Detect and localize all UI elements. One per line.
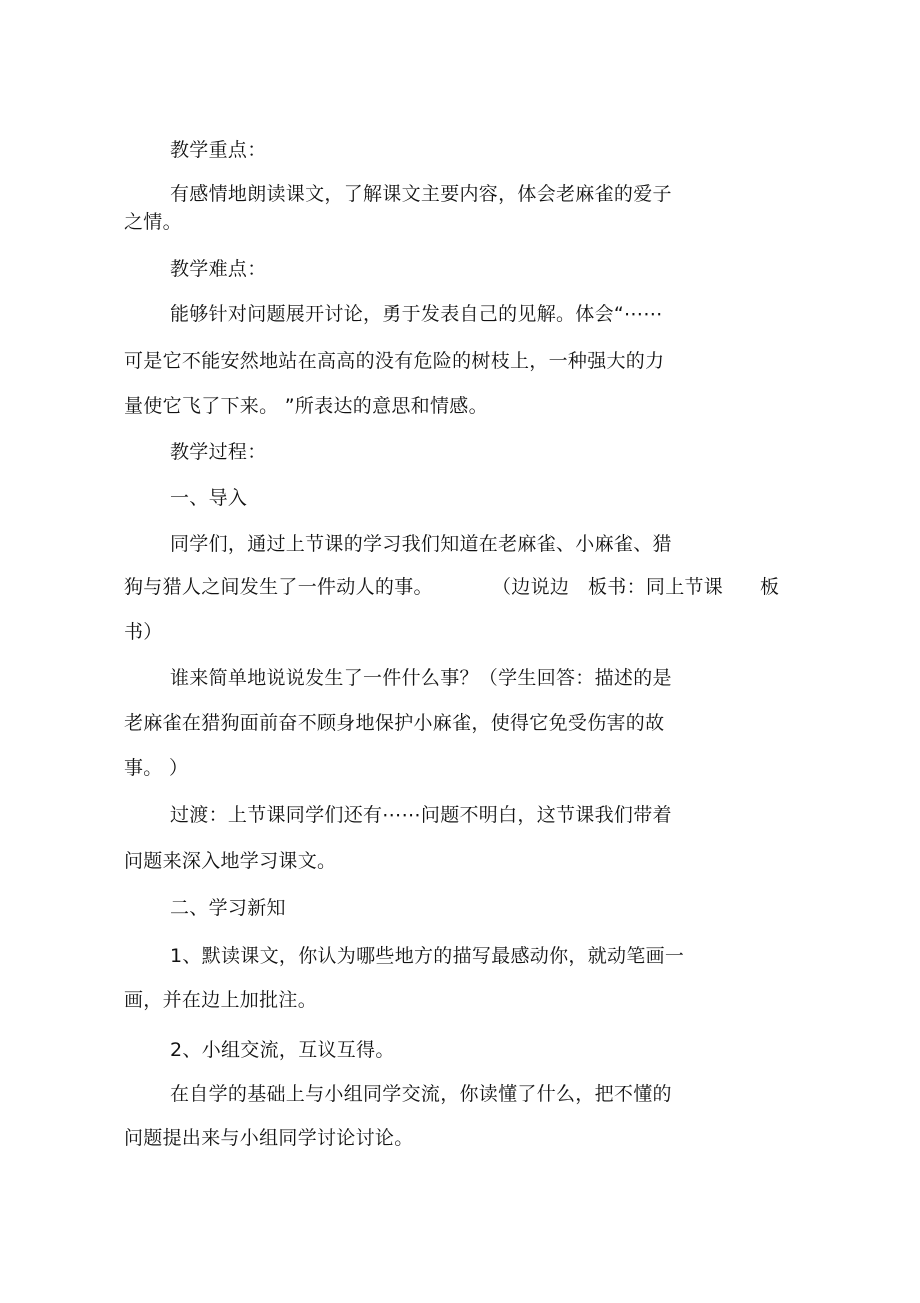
heading-teaching-focus: 教学重点： bbox=[170, 139, 267, 161]
paragraph-line: 事。 ） bbox=[124, 757, 189, 779]
paragraph-line: 问题提出来与小组同学讨论讨论。 bbox=[124, 1127, 414, 1149]
paragraph-line: 在自学的基础上与小组同学交流，你读懂了什么，把不懂的 bbox=[170, 1083, 672, 1105]
numbered-item-2: 2、小组交流，互议互得。 bbox=[170, 1039, 395, 1061]
paragraph-line: 板 bbox=[760, 576, 780, 598]
paragraph-line: 能够针对问题展开讨论，勇于发表自己的见解。体会“⋯⋯ bbox=[170, 303, 663, 325]
paragraph-line: 有感情地朗读课文，了解课文主要内容，体会老麻雀的爱子 bbox=[170, 183, 672, 205]
paragraph-line: 谁来简单地说说发生了一件什么事？（学生回答：描述的是 bbox=[170, 667, 672, 689]
paragraph-line: 过渡：上节课同学们还有⋯⋯问题不明白，这节课我们带着 bbox=[170, 804, 672, 826]
paragraph-line: 同学们，通过上节课的学习我们知道在老麻雀、小麻雀、猎 bbox=[170, 533, 672, 555]
paragraph-line: 板书：同上节课 bbox=[588, 576, 724, 598]
section-heading-new-knowledge: 二、学习新知 bbox=[170, 897, 286, 919]
heading-teaching-process: 教学过程： bbox=[170, 441, 267, 463]
paragraph-line: 问题来深入地学习课文。 bbox=[124, 850, 337, 872]
paragraph-line: 可是它不能安然地站在高高的没有危险的树枝上，一种强大的力 bbox=[124, 350, 665, 372]
numbered-item-1: 1、默读课文，你认为哪些地方的描写最感动你，就动笔画一 bbox=[170, 945, 685, 967]
heading-teaching-difficulty: 教学难点： bbox=[170, 258, 267, 280]
paragraph-line: 量使它飞了下来。 ”所表达的意思和情感。 bbox=[124, 395, 488, 417]
paragraph-line: （边说边 bbox=[492, 576, 570, 598]
paragraph-line: 之情。 bbox=[124, 211, 182, 233]
paragraph-line: 书） bbox=[124, 621, 163, 643]
paragraph-line: 狗与猎人之间发生了一件动人的事。 bbox=[124, 576, 433, 598]
paragraph-line: 画，并在边上加批注。 bbox=[124, 989, 318, 1011]
section-heading-intro: 一、导入 bbox=[170, 487, 248, 509]
paragraph-line: 老麻雀在猎狗面前奋不顾身地保护小麻雀，使得它免受伤害的故 bbox=[124, 712, 665, 734]
